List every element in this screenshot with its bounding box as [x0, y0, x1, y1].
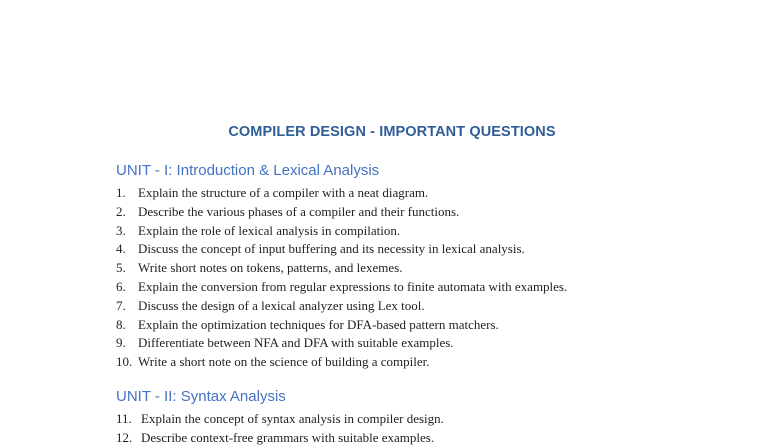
question-text: Write a short note on the science of building a compiler. — [138, 354, 430, 370]
question-number: 9. — [116, 335, 126, 351]
question-text: Explain the structure of a compiler with a neat diagram. — [138, 185, 429, 200]
list-item — [116, 410, 444, 429]
unit-2-question-list — [116, 410, 444, 448]
list-item — [116, 278, 567, 297]
question-text: Explain the role of lexical analysis in compilation. — [138, 222, 401, 238]
question-text: Discuss the concept of input buffering and its necessity in lexical analysis. — [138, 241, 525, 257]
list-item — [116, 334, 567, 353]
question-number: 5. — [116, 260, 126, 276]
question-text: Describe the various phases of a compiler and their functions. — [138, 203, 460, 219]
list-item — [116, 316, 567, 335]
question-text: Explain the concept of syntax analysis in compiler design. — [141, 411, 444, 426]
question-text: Discuss the design of a lexical analyzer using Lex tool. — [138, 297, 425, 313]
question-text: Describe context-free grammars with suitable examples. — [141, 429, 435, 445]
list-item — [116, 184, 567, 203]
list-item — [116, 222, 567, 241]
list-item — [116, 240, 567, 259]
unit-2-heading: UNIT - II: Syntax Analysis — [116, 388, 286, 405]
question-number: 8. — [116, 316, 126, 332]
question-number: 10. — [116, 354, 133, 370]
question-number: 4. — [116, 241, 126, 257]
list-item — [116, 203, 567, 222]
question-number: 11. — [116, 411, 132, 426]
question-number: 1. — [116, 185, 126, 200]
question-text: Explain the optimization techniques for DFA-based pattern matchers. — [138, 316, 499, 332]
list-item — [116, 259, 567, 278]
question-number: 3. — [116, 222, 126, 238]
unit-1-heading: UNIT - I: Introduction & Lexical Analysis — [116, 162, 380, 179]
page-title: COMPILER DESIGN - IMPORTANT QUESTIONS — [228, 124, 556, 140]
question-number: 7. — [116, 297, 126, 313]
question-number: 12. — [116, 429, 133, 445]
question-text: Explain the conversion from regular expressions to finite automata with examples. — [138, 278, 568, 294]
question-number: 6. — [116, 278, 126, 294]
list-item — [116, 353, 567, 372]
list-item — [116, 297, 567, 316]
list-item — [116, 429, 444, 448]
unit-1-question-list — [116, 184, 567, 372]
question-number: 2. — [116, 203, 126, 219]
question-text: Differentiate between NFA and DFA with suitable examples. — [138, 335, 454, 351]
question-text: Write short notes on tokens, patterns, and lexemes. — [138, 260, 403, 276]
